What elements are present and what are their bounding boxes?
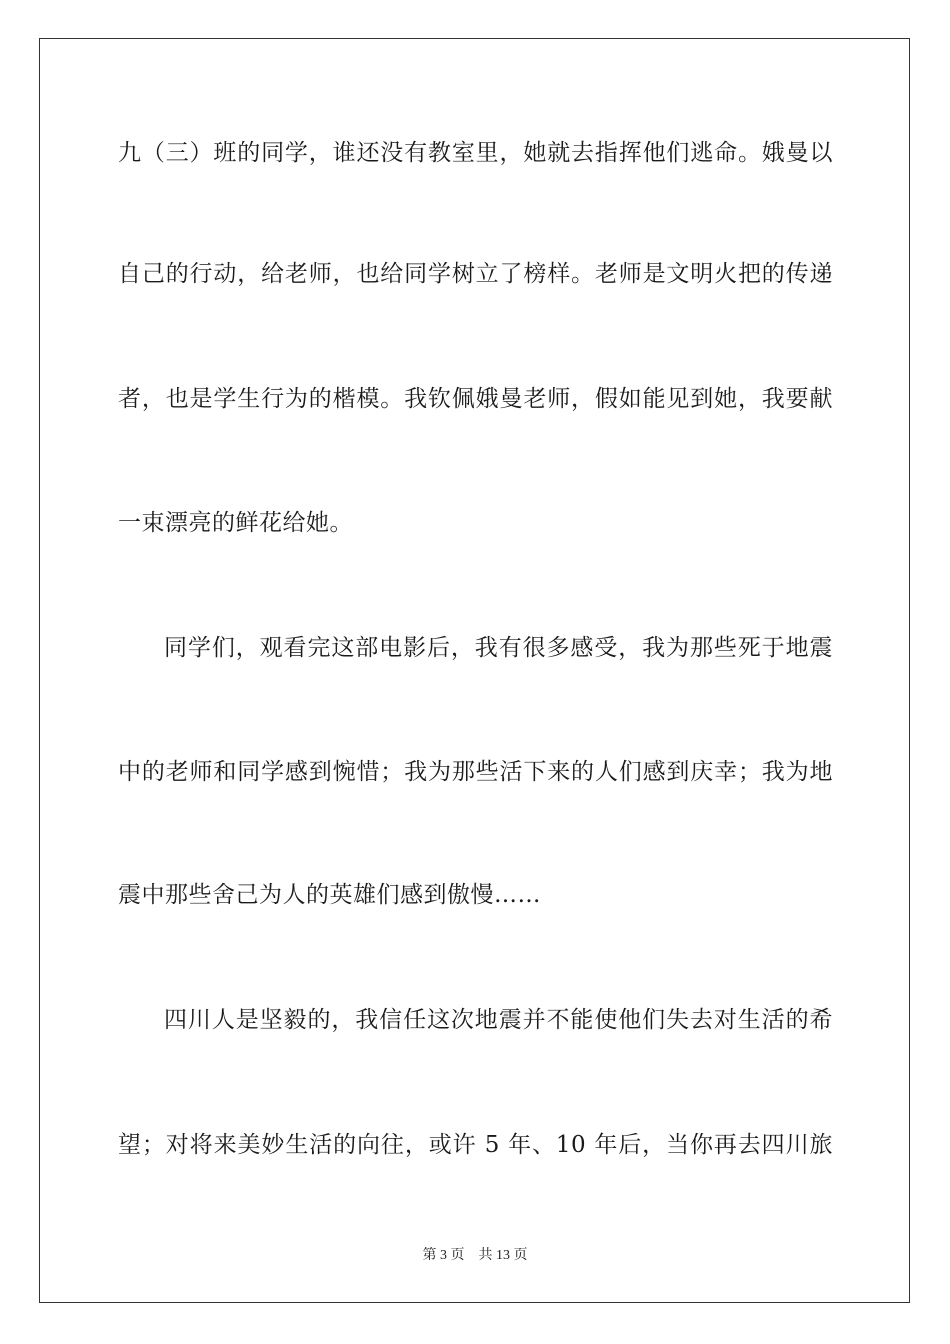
page-border	[39, 38, 910, 1303]
body-line-1: 九（三）班的同学，谁还没有教室里，她就去指挥他们逃命。娥曼以	[118, 140, 833, 166]
body-line-2: 自己的行动，给老师，也给同学树立了榜样。老师是文明火把的传递	[118, 261, 833, 287]
page-footer	[0, 1247, 950, 1265]
body-line-8: 四川人是坚毅的，我信任这次地震并不能使他们失去对生活的希	[164, 1007, 833, 1033]
body-line-6: 中的老师和同学感到惋惜；我为那些活下来的人们感到庆幸；我为地	[118, 759, 833, 785]
body-line-4: 一束漂亮的鲜花给她。	[118, 510, 353, 536]
page-number: 第 3 页	[422, 1248, 465, 1263]
body-line-7: 震中那些舍己为人的英雄们感到傲慢……	[118, 882, 541, 908]
body-line-3: 者，也是学生行为的楷模。我钦佩娥曼老师，假如能见到她，我要献	[118, 386, 833, 412]
body-line-5: 同学们，观看完这部电影后，我有很多感受，我为那些死于地震	[164, 635, 833, 661]
page-total: 共 13 页	[478, 1248, 528, 1263]
body-line-9: 望；对将来美妙生活的向往，或许 5 年、10 年后，当你再去四川旅	[118, 1132, 833, 1158]
